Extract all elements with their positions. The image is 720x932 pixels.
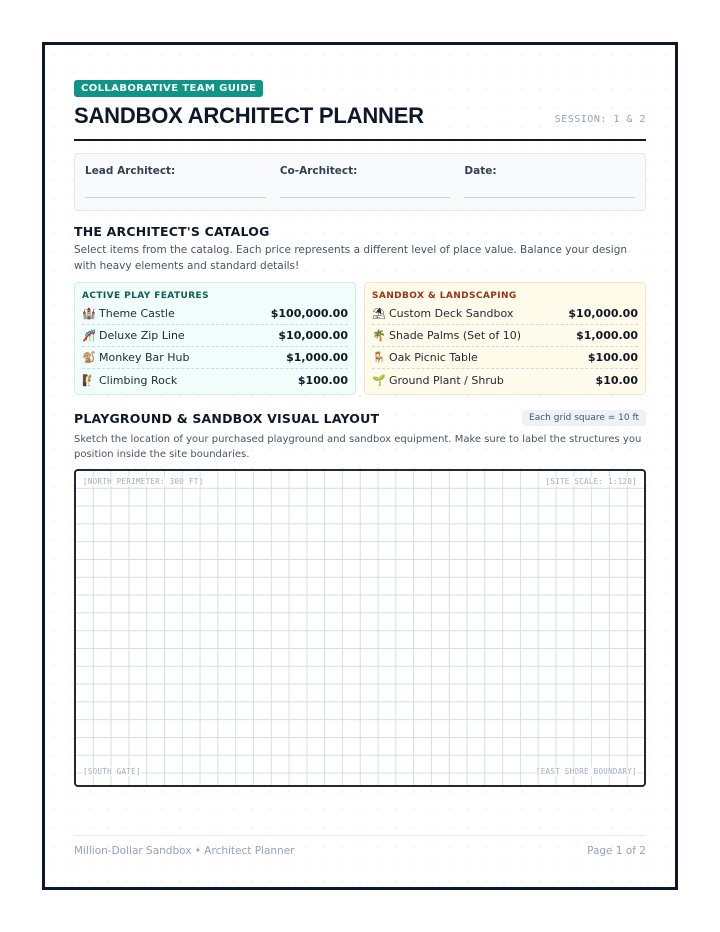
catalog-item-name: Ground Plant / Shrub [389, 373, 504, 387]
climbing-icon: 🧗 [82, 373, 96, 387]
monkey-icon: 🐒 [82, 351, 96, 364]
sandbox-panel [364, 282, 646, 395]
catalog-item-name-wrap [82, 329, 185, 342]
beach-icon: ⛱ [372, 307, 386, 320]
catalog-description: Select items from the catalog. Each price represents a different level of place value. Balance your design with heavy elements and standard details! [74, 244, 628, 272]
names-box [74, 153, 646, 211]
page-content [74, 78, 646, 787]
catalog-item [372, 369, 638, 391]
catalog-item-price: $100.00 [587, 351, 638, 364]
grid-scale-chip: Each grid square = 10 ft [522, 410, 646, 426]
site-scale-label: [SITE SCALE: 1:120] [545, 477, 637, 486]
play-features-list [82, 303, 348, 391]
sandbox-list [372, 303, 638, 391]
catalog-item-price: $10,000.00 [278, 329, 348, 342]
catalog-item-name: Custom Deck Sandbox [389, 307, 514, 320]
catalog-item [372, 325, 638, 347]
layout-description: Sketch the location of your purchased playground and sandbox equipment. Make sure to label the structures you position inside the site boundaries. [74, 434, 642, 460]
lead-architect-field[interactable] [85, 165, 266, 210]
seedling-icon: 🌱 [372, 373, 386, 387]
page-frame [42, 42, 678, 890]
play-features-heading: ACTIVE PLAY FEATURES [82, 291, 209, 301]
castle-icon: 🏰 [82, 307, 96, 320]
catalog-item-price: $10,000.00 [568, 307, 638, 320]
catalog-item-name: Monkey Bar Hub [99, 351, 190, 364]
catalog-item-name-wrap [82, 307, 175, 320]
catalog-item-name-wrap [372, 307, 513, 320]
catalog-item-price: $100.00 [297, 373, 348, 387]
catalog-item-name-wrap [372, 374, 504, 387]
catalog-item-name-wrap [372, 351, 478, 364]
catalog [74, 282, 646, 395]
catalog-item-name: Deluxe Zip Line [99, 329, 185, 342]
catalog-item-name: Climbing Rock [99, 373, 178, 387]
catalog-item-price: $10.00 [595, 373, 638, 387]
title-row [74, 103, 646, 141]
east-shore-label: [EAST SHORE BOUNDARY] [535, 767, 637, 776]
north-perimeter-label: [NORTH PERIMETER: 300 FT] [83, 477, 204, 486]
co-architect-field[interactable] [280, 165, 451, 210]
page-number: Page 1 of 2 [587, 845, 646, 857]
catalog-item-name: Theme Castle [99, 307, 175, 320]
lead-architect-line[interactable] [85, 197, 266, 198]
date-field[interactable] [464, 165, 635, 210]
date-line[interactable] [464, 197, 635, 198]
catalog-item-name: Oak Picnic Table [389, 351, 478, 364]
catalog-item-price: $1,000.00 [576, 329, 638, 342]
catalog-item-price: $100,000.00 [270, 307, 348, 320]
footer [74, 835, 646, 857]
catalog-item-name-wrap [372, 329, 521, 342]
page-title: SANDBOX ARCHITECT PLANNER [74, 103, 424, 128]
catalog-title: THE ARCHITECT'S CATALOG [74, 224, 270, 239]
sandbox-heading: SANDBOX & LANDSCAPING [372, 291, 517, 301]
layout-title: PLAYGROUND & SANDBOX VISUAL LAYOUT [74, 410, 380, 426]
catalog-item [82, 347, 348, 369]
date-label: Date: [464, 165, 497, 177]
catalog-item [372, 303, 638, 325]
catalog-item [82, 303, 348, 325]
play-features-panel [74, 282, 356, 395]
chair-icon: 🪑 [372, 351, 386, 364]
zipline-icon: 🎢 [82, 329, 96, 342]
catalog-item-price: $1,000.00 [286, 351, 348, 364]
catalog-item-name: Shade Palms (Set of 10) [389, 329, 522, 342]
catalog-item [82, 369, 348, 391]
catalog-item [372, 347, 638, 369]
sketch-grid[interactable] [74, 469, 646, 787]
lead-architect-label: Lead Architect: [85, 165, 176, 177]
guide-badge: COLLABORATIVE TEAM GUIDE [74, 80, 263, 97]
palm-tree-icon: 🌴 [372, 329, 386, 342]
layout-header [74, 410, 646, 426]
session-label: SESSION: 1 & 2 [554, 114, 646, 125]
south-gate-label: [SOUTH GATE] [83, 767, 141, 776]
catalog-item [82, 325, 348, 347]
catalog-item-name-wrap [82, 351, 189, 364]
catalog-item-name-wrap [82, 374, 177, 387]
footer-title: Million-Dollar Sandbox • Architect Planner [74, 845, 295, 857]
co-architect-line[interactable] [280, 197, 451, 198]
co-architect-label: Co-Architect: [279, 165, 358, 177]
